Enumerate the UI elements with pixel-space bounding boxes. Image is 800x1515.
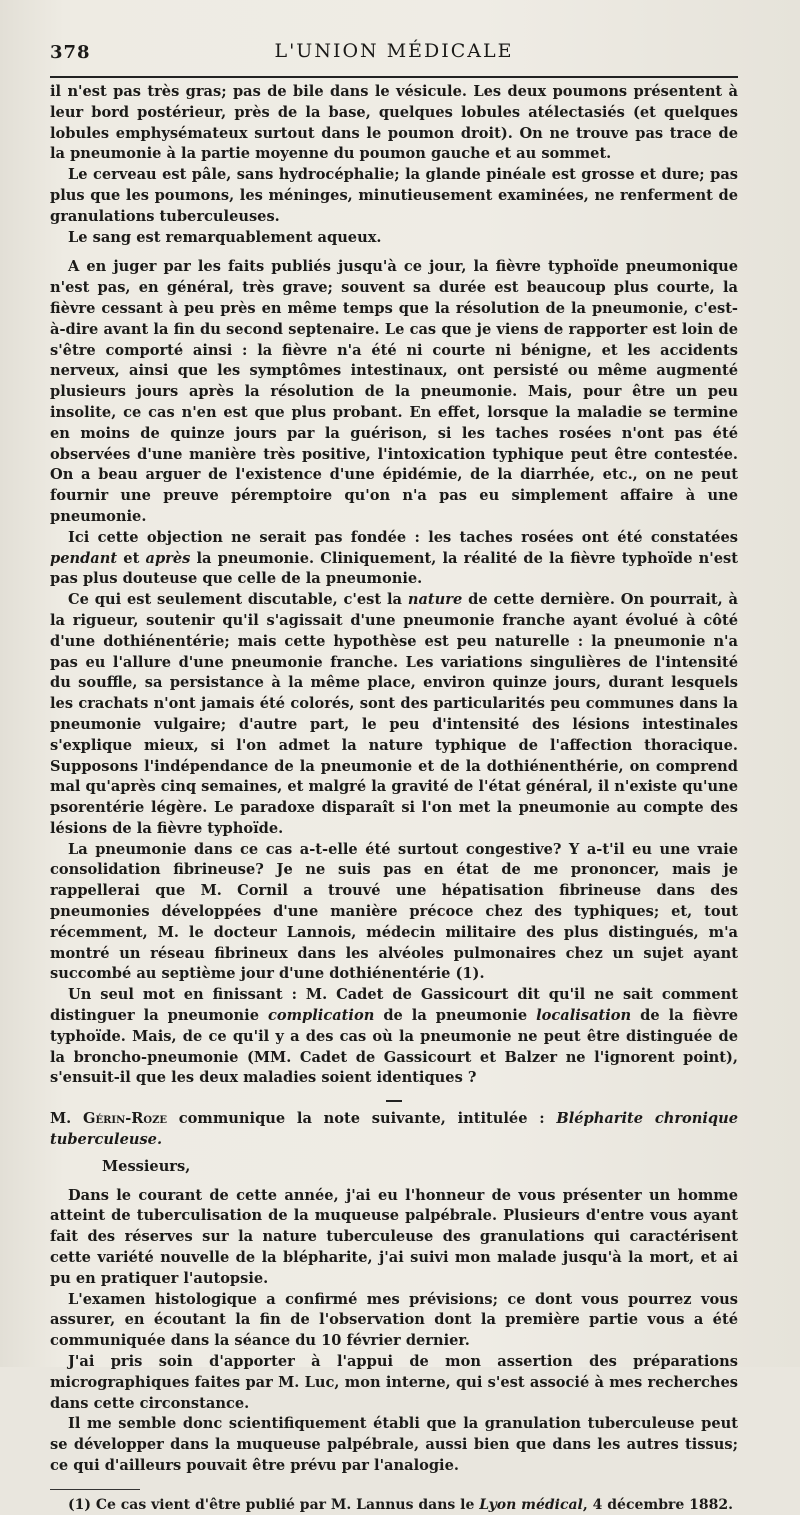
paragraph-nature: Ce qui est seulement discutable, c'est la nature de cette dernière. On pourrait, à la rigueur, soutenir qu'il s'agissait d'une pneumonie franche ayant évolué à côté d'une dothiénentérie; mais cette hypothèse est peu naturelle : la pneumonie n'a pas eu l'allure d'une pneumonie franche. Les variations singulières de l'intensité du souffle, sa persistance à la même place, environ quinze jours, durant lesquels les crachats n'ont jamais été colorés, sont des particularités peu communes dans la pneumonie vulgaire; d'autre part, le peu d'intensité des lésions intestinales s'explique mieux, si l'on admet la nature typhique de l'affection thoracique. Supposons l'indépendance de la pneumonie et de la dothiénenthérie, on comprend mal qu'après cinq semaines, et malgré la gravité de l'état général, il n'existe qu'une psorentérie légère. Le paradoxe disparaît si l'on met la pneumonie au compte des lésions de la fièvre typhoïde. (50, 591, 738, 837)
paragraph-congestive: La pneumonie dans ce cas a-t-elle été surtout congestive? Y a-t'il eu une vraie consolidation fibrineuse? Je ne suis pas en état de me prononcer, mais je rappellerai que M. Cornil a trouvé une hépatisation fibrineuse dans des pneumonies développées d'une manière précoce chez des typhiques; et, tout récemment, M. le docteur Lannois, médecin militaire des plus distingués, m'a montré un réseau fibrineux dans les alvéoles pulmonaires chez un sujet ayant succombé au septième jour d'une dothiénentérie (1). (50, 840, 738, 983)
page-header (50, 38, 738, 70)
paragraph-gerin-roze: M. Gérin-Roze communique la note suivante, intitulée : Blépharite chronique tuberculeuse. (50, 1110, 738, 1149)
paragraph-blood: Le sang est remarquablement aqueux. (68, 228, 382, 246)
footnote-rule (50, 1489, 140, 1490)
paragraph-histology: L'examen histologique a confirmé mes prévisions; ce dont vous pourrez vous assurer, en écoutant la fin de l'observation dont la première partie vous a été communiquée dans la séance du 10 février dernier. (50, 1290, 738, 1350)
paragraph-brain: Le cerveau est pâle, sans hydrocéphalie; la glande pinéale est grosse et dure; pas plus que les poumons, les méninges, minutieusement examinées, ne renferment de granulations tuberculeuses. (50, 166, 738, 225)
running-title: L'UNION MÉDICALE (274, 40, 514, 62)
paragraph-established: Il me semble donc scientifiquement établi que la granulation tuberculeuse peut se développer dans la muqueuse palpébrale, aussi bien que dans les autres tissus; ce qui d'ailleurs pouvait être prévu par l'analogie. (50, 1415, 738, 1474)
footnote: (1) Ce cas vient d'être publié par M. Lannus dans le Lyon médical, 4 décembre 1882. (68, 1496, 733, 1513)
paragraph-tuberculisation: Dans le courant de cette année, j'ai eu l'honneur de vous présenter un homme atteint de tuberculisation de la muqueuse palpébrale. Plusieurs d'entre vous ayant fait des réserves sur la nature tuberculeuse des granulations qui caractérisent cette variété nouvelle de la blépharite, j'ai suivi mon malade jusqu'à la mort, et ai pu en pratiquer l'autopsie. (50, 1186, 738, 1287)
section-separator (50, 1091, 738, 1109)
body-text (50, 82, 738, 1515)
paragraph-autopsy-lungs: il n'est pas très gras; pas de bile dans le vésicule. Les deux poumons présentent à leur bord postérieur, près de la base, quelques lobules atélectasiés (et quelques lobules emphysémateux surtout dans le poumon droit). On ne trouve pas trace de la pneumonie à la partie moyenne du poumon gauche et au sommet. (50, 83, 738, 163)
paragraph-preparations: J'ai pris soin d'apporter à l'appui de mon assertion des préparations micrographiques faites par M. Luc, mon interne, qui s'est associé à mes recherches dans cette circonstance. (50, 1353, 738, 1412)
paragraph-objection: Ici cette objection ne serait pas fondée : les taches rosées ont été constatées pendant et après la pneumonie. Cliniquement, la réalité de la fièvre typhoïde n'est pas plus douteuse que celle de la pneumonie. (50, 528, 738, 588)
page-number: 378 (50, 42, 91, 63)
header-rule (50, 76, 738, 78)
paragraph-conclusion: Un seul mot en finissant : M. Cadet de Gassicourt dit qu'il ne sait comment distinguer la pneumonie complication de la pneumonie localisation de la fièvre typhoïde. Mais, de ce qu'il y a des cas où la pneumonie ne peut être distinguée de la broncho-pneumonie (MM. Cadet de Gassicourt et Balzer ne l'ignorent point), s'ensuit-il que les deux maladies soient identiques ? (50, 986, 738, 1087)
salutation: Messieurs, (102, 1157, 191, 1175)
paragraph-discussion: A en juger par les faits publiés jusqu'à ce jour, la fièvre typhoïde pneumonique n'est pas, en général, très grave; souvent sa durée est beaucoup plus courte, la fièvre cessant à peu près en même temps que la résolution de la pneumonie, c'est-à-dire avant la fin du second septenaire. Le cas que je viens de rapporter est loin de s'être comporté ainsi : la fièvre n'a été ni courte ni bénigne, et les accidents nerveux, ainsi que les symptômes intestinaux, ont persisté ou même augmenté plusieurs jours après la résolution de la pneumonie. Mais, pour être un peu insolite, ce cas n'en est que plus probant. En effet, lorsque la maladie se termine en moins de quinze jours par la guérison, si les taches rosées n'ont pas été observées d'une manière très positive, l'intoxication typhique peut être contestée. On a beau arguer de l'existence d'une épidémie, de la diarrhée, etc., on ne peut fournir une preuve péremptoire qu'on n'a pas eu simplement affaire à une pneumonie. (50, 258, 738, 525)
